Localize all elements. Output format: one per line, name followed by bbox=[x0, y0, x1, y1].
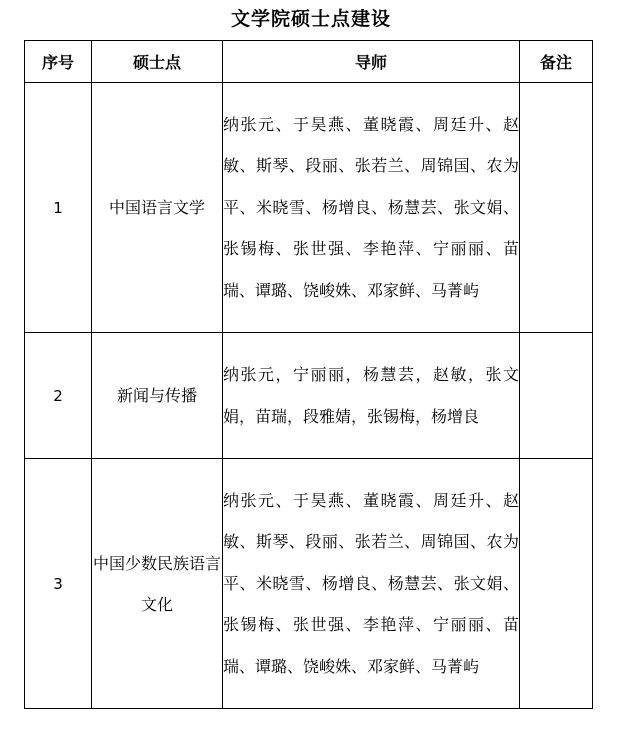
table-row bbox=[25, 83, 593, 333]
row-tutor-list: 纳张元，宁丽丽，杨慧芸，赵敏，张文娟，苗瑞，段雅婧，张锡梅，杨增良 bbox=[223, 333, 520, 459]
header-tutors: 导师 bbox=[223, 41, 520, 83]
row-tutor-list: 纳张元、于昊燕、董晓霞、周廷升、赵敏、斯琴、段丽、张若兰、周锦国、农为平、米晓雪、杨增良、杨慧芸、张文娟、张锡梅、张世强、李艳萍、宁丽丽、苗瑞、谭璐、饶峻姝、邓家鲜、马菁屿 bbox=[223, 459, 520, 709]
row-serial-number: 3 bbox=[25, 459, 92, 709]
row-program-name: 新闻与传播 bbox=[92, 333, 223, 459]
header-serial-number: 序号 bbox=[25, 41, 92, 83]
table-row bbox=[25, 459, 593, 709]
header-program: 硕士点 bbox=[92, 41, 223, 83]
row-program-name: 中国语言文学 bbox=[92, 83, 223, 333]
header-note: 备注 bbox=[520, 41, 593, 83]
document-title: 文学院硕士点建设 bbox=[230, 8, 391, 30]
row-serial-number: 2 bbox=[25, 333, 92, 459]
table-header-row bbox=[25, 41, 593, 83]
row-program-name: 中国少数民族语言文化 bbox=[92, 459, 223, 709]
row-note bbox=[520, 459, 593, 709]
row-note bbox=[520, 83, 593, 333]
table-row bbox=[25, 333, 593, 459]
masters-program-table bbox=[24, 40, 593, 709]
row-tutor-list: 纳张元、于昊燕、董晓霞、周廷升、赵敏、斯琴、段丽、张若兰、周锦国、农为平、米晓雪、杨增良、杨慧芸、张文娟、张锡梅、张世强、李艳萍、宁丽丽、苗瑞、谭璐、饶峻姝、邓家鲜、马菁屿 bbox=[223, 83, 520, 333]
row-serial-number: 1 bbox=[25, 83, 92, 333]
row-note bbox=[520, 333, 593, 459]
